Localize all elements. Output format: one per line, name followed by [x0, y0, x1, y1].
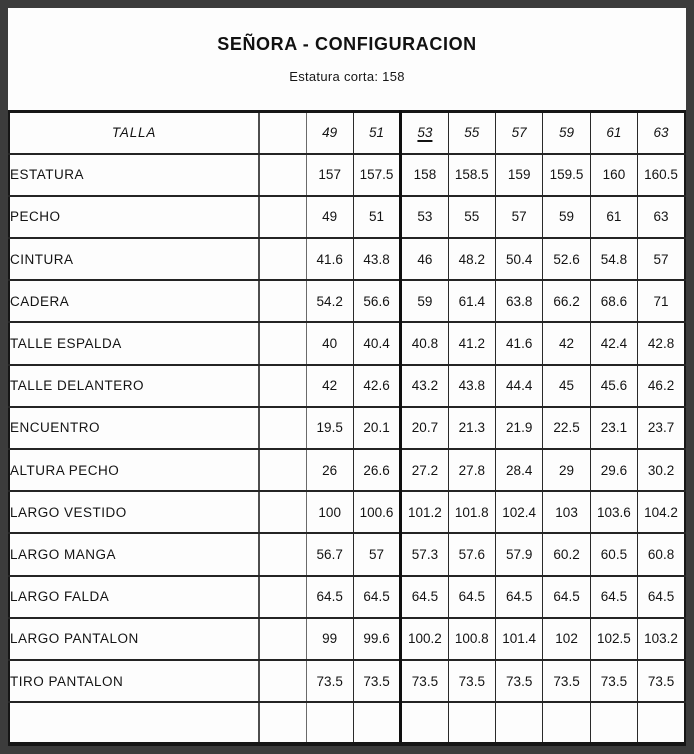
size-header-61: 61: [590, 112, 637, 154]
row-label: TALLE DELANTERO: [9, 365, 259, 407]
value-cell: [448, 702, 495, 744]
value-cell: 158: [401, 154, 448, 196]
value-cell: 102: [543, 618, 590, 660]
value-cell: [306, 702, 353, 744]
value-cell: 43.2: [401, 365, 448, 407]
value-cell: 100.8: [448, 618, 495, 660]
value-cell: 160: [590, 154, 637, 196]
empty-cell: [259, 322, 306, 364]
size-table: [8, 110, 686, 746]
value-cell: 21.3: [448, 407, 495, 449]
value-cell: 57: [638, 238, 685, 280]
value-cell: 104.2: [638, 491, 685, 533]
row-label: LARGO PANTALON: [9, 618, 259, 660]
value-cell: 99.6: [353, 618, 400, 660]
value-cell: 29.6: [590, 449, 637, 491]
value-cell: 56.7: [306, 533, 353, 575]
value-cell: 60.5: [590, 533, 637, 575]
row-label: LARGO MANGA: [9, 533, 259, 575]
value-cell: 57.6: [448, 533, 495, 575]
table-row: [9, 407, 685, 449]
value-cell: 21.9: [496, 407, 543, 449]
row-label: LARGO FALDA: [9, 576, 259, 618]
value-cell: 42.6: [353, 365, 400, 407]
value-cell: 60.8: [638, 533, 685, 575]
table-row: [9, 280, 685, 322]
empty-cell: [259, 660, 306, 702]
value-cell: 54.8: [590, 238, 637, 280]
empty-cell: [259, 196, 306, 238]
value-cell: 73.5: [401, 660, 448, 702]
value-cell: 57: [353, 533, 400, 575]
empty-cell: [259, 280, 306, 322]
value-cell: 26: [306, 449, 353, 491]
value-cell: 45.6: [590, 365, 637, 407]
row-label: ALTURA PECHO: [9, 449, 259, 491]
value-cell: 73.5: [306, 660, 353, 702]
value-cell: 73.5: [590, 660, 637, 702]
value-cell: 22.5: [543, 407, 590, 449]
empty-cell: [259, 576, 306, 618]
table-row: [9, 618, 685, 660]
value-cell: [496, 702, 543, 744]
value-cell: 20.1: [353, 407, 400, 449]
value-cell: 64.5: [448, 576, 495, 618]
value-cell: 41.2: [448, 322, 495, 364]
value-cell: [590, 702, 637, 744]
value-cell: [353, 702, 400, 744]
value-cell: 64.5: [306, 576, 353, 618]
value-cell: 57: [496, 196, 543, 238]
value-cell: 102.4: [496, 491, 543, 533]
value-cell: 29: [543, 449, 590, 491]
value-cell: 19.5: [306, 407, 353, 449]
row-label: TIRO PANTALON: [9, 660, 259, 702]
table-row: [9, 238, 685, 280]
value-cell: 23.1: [590, 407, 637, 449]
value-cell: 57.9: [496, 533, 543, 575]
row-label: CADERA: [9, 280, 259, 322]
value-cell: 55: [448, 196, 495, 238]
value-cell: 64.5: [543, 576, 590, 618]
table-row: [9, 491, 685, 533]
value-cell: 61.4: [448, 280, 495, 322]
row-label: PECHO: [9, 196, 259, 238]
empty-cell: [259, 238, 306, 280]
value-cell: 42: [543, 322, 590, 364]
value-cell: 101.2: [401, 491, 448, 533]
value-cell: 57.3: [401, 533, 448, 575]
value-cell: 48.2: [448, 238, 495, 280]
empty-cell: [259, 491, 306, 533]
size-header-57: 57: [496, 112, 543, 154]
value-cell: 64.5: [353, 576, 400, 618]
row-label: LARGO VESTIDO: [9, 491, 259, 533]
empty-cell: [259, 702, 306, 744]
page-subtitle: Estatura corta: 158: [289, 69, 405, 84]
value-cell: 60.2: [543, 533, 590, 575]
value-cell: 53: [401, 196, 448, 238]
value-cell: 30.2: [638, 449, 685, 491]
value-cell: 103.6: [590, 491, 637, 533]
value-cell: 73.5: [448, 660, 495, 702]
value-cell: [638, 702, 685, 744]
value-cell: 100.6: [353, 491, 400, 533]
value-cell: 40.4: [353, 322, 400, 364]
empty-cell: [259, 618, 306, 660]
value-cell: 102.5: [590, 618, 637, 660]
value-cell: 160.5: [638, 154, 685, 196]
value-cell: 71: [638, 280, 685, 322]
value-cell: 41.6: [496, 322, 543, 364]
value-cell: 66.2: [543, 280, 590, 322]
row-label: TALLE ESPALDA: [9, 322, 259, 364]
value-cell: 101.8: [448, 491, 495, 533]
value-cell: 43.8: [353, 238, 400, 280]
value-cell: 101.4: [496, 618, 543, 660]
value-cell: 45: [543, 365, 590, 407]
empty-cell: [259, 407, 306, 449]
row-label: ENCUENTRO: [9, 407, 259, 449]
size-header-55: 55: [448, 112, 495, 154]
table-row: [9, 660, 685, 702]
value-cell: 23.7: [638, 407, 685, 449]
table-row: [9, 196, 685, 238]
value-cell: 159: [496, 154, 543, 196]
row-label: ESTATURA: [9, 154, 259, 196]
size-header-49: 49: [306, 112, 353, 154]
value-cell: 158.5: [448, 154, 495, 196]
row-label: CINTURA: [9, 238, 259, 280]
value-cell: 54.2: [306, 280, 353, 322]
size-header-51: 51: [353, 112, 400, 154]
document-page: [8, 8, 686, 745]
value-cell: 63.8: [496, 280, 543, 322]
value-cell: 157.5: [353, 154, 400, 196]
table-row: [9, 702, 685, 744]
table-row: [9, 449, 685, 491]
value-cell: 40: [306, 322, 353, 364]
value-cell: 41.6: [306, 238, 353, 280]
header-talla: TALLA: [9, 112, 259, 154]
value-cell: 64.5: [638, 576, 685, 618]
value-cell: 59: [401, 280, 448, 322]
value-cell: 61: [590, 196, 637, 238]
empty-cell: [259, 154, 306, 196]
value-cell: 103: [543, 491, 590, 533]
value-cell: 56.6: [353, 280, 400, 322]
value-cell: [543, 702, 590, 744]
value-cell: 27.8: [448, 449, 495, 491]
value-cell: 73.5: [353, 660, 400, 702]
value-cell: 64.5: [401, 576, 448, 618]
size-header-59: 59: [543, 112, 590, 154]
empty-header-cell: [259, 112, 306, 154]
value-cell: 73.5: [496, 660, 543, 702]
value-cell: [401, 702, 448, 744]
value-cell: 159.5: [543, 154, 590, 196]
value-cell: 73.5: [543, 660, 590, 702]
value-cell: 28.4: [496, 449, 543, 491]
value-cell: 103.2: [638, 618, 685, 660]
value-cell: 26.6: [353, 449, 400, 491]
value-cell: 100: [306, 491, 353, 533]
value-cell: 46.2: [638, 365, 685, 407]
value-cell: 68.6: [590, 280, 637, 322]
size-header-53: 53: [401, 112, 448, 154]
value-cell: 59: [543, 196, 590, 238]
table-row: [9, 154, 685, 196]
empty-cell: [259, 365, 306, 407]
table-row: [9, 322, 685, 364]
value-cell: 40.8: [401, 322, 448, 364]
value-cell: 52.6: [543, 238, 590, 280]
value-cell: 46: [401, 238, 448, 280]
table-header-row: [9, 112, 685, 154]
value-cell: 100.2: [401, 618, 448, 660]
value-cell: 63: [638, 196, 685, 238]
value-cell: 42.4: [590, 322, 637, 364]
table-row: [9, 365, 685, 407]
value-cell: 49: [306, 196, 353, 238]
value-cell: 157: [306, 154, 353, 196]
value-cell: 50.4: [496, 238, 543, 280]
empty-cell: [259, 533, 306, 575]
value-cell: 51: [353, 196, 400, 238]
table-row: [9, 533, 685, 575]
value-cell: 43.8: [448, 365, 495, 407]
value-cell: 20.7: [401, 407, 448, 449]
size-header-63: 63: [638, 112, 685, 154]
value-cell: 73.5: [638, 660, 685, 702]
table-row: [9, 576, 685, 618]
empty-cell: [259, 449, 306, 491]
value-cell: 64.5: [496, 576, 543, 618]
value-cell: 27.2: [401, 449, 448, 491]
value-cell: 42: [306, 365, 353, 407]
row-label: [9, 702, 259, 744]
value-cell: 44.4: [496, 365, 543, 407]
page-title: SEÑORA - CONFIGURACION: [217, 34, 477, 54]
value-cell: 99: [306, 618, 353, 660]
value-cell: 64.5: [590, 576, 637, 618]
value-cell: 42.8: [638, 322, 685, 364]
